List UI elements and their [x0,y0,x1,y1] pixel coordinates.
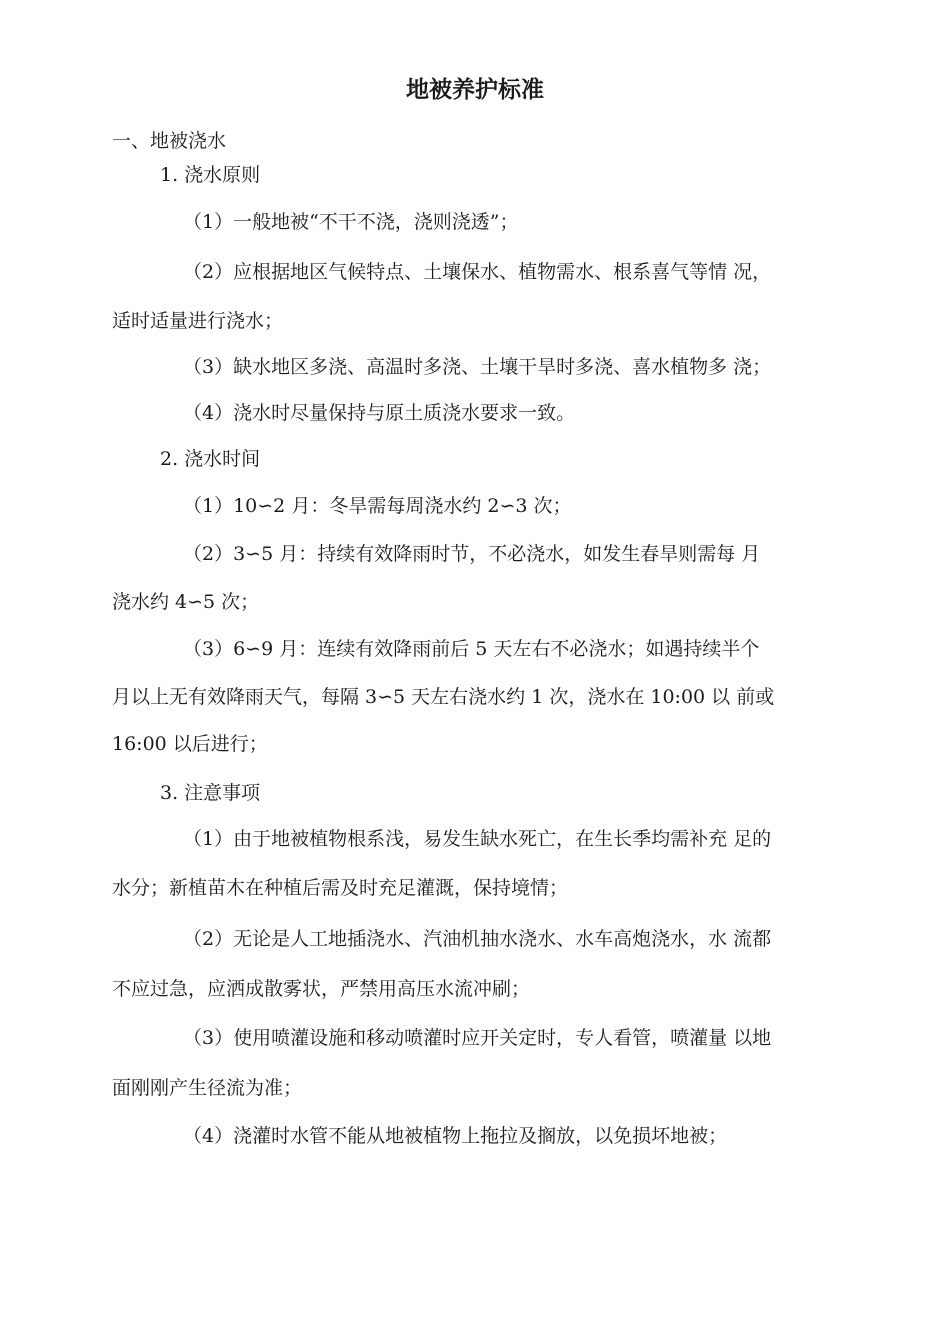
paragraph-line: 月以上无有效降雨天气，每隔 3∽5 天左右浇水约 1 次，浇水在 10:00 以 前或 [112,686,775,708]
paragraph-line: （4）浇灌时水管不能从地被植物上拖拉及搁放，以免损坏地被； [183,1125,728,1147]
paragraph-line: （3）6∽9 月：连续有效降雨前后 5 天左右不必浇水；如遇持续半个 [183,638,760,660]
subsection-heading: 1. 浇水原则 [160,164,261,186]
paragraph-line: 不应过急，应洒成散雾状，严禁用高压水流冲刷； [112,978,531,1000]
paragraph-line: （1）10∽2 月：冬旱需每周浇水约 2∽3 次； [183,495,572,517]
paragraph-line: 16:00 以后进行； [112,733,268,755]
paragraph-line: 水分；新植苗木在种植后需及时充足灌溉，保持境情； [112,877,569,899]
subsection-heading: 2. 浇水时间 [160,448,261,470]
paragraph-line: 浇水约 4∽5 次； [112,591,260,613]
paragraph-line: （1）由于地被植物根系浅，易发生缺水死亡，在生长季均需补充 足的 [183,828,772,850]
paragraph-line: （3）使用喷灌设施和移动喷灌时应开关定时，专人看管，喷灌量 以地 [183,1027,772,1049]
paragraph-line: （2）应根据地区气候特点、土壤保水、植物需水、根系喜气等情 况， [183,261,772,283]
section-heading: 一、地被浇水 [112,130,227,152]
subsection-heading: 3. 注意事项 [160,782,261,804]
paragraph-line: （2）3∽5 月：持续有效降雨时节，不必浇水，如发生春旱则需每 月 [183,543,761,565]
page-title: 地被养护标准 [406,77,544,103]
paragraph-line: 面刚刚产生径流为准； [112,1077,303,1099]
paragraph-line: （1）一般地被“不干不浇，浇则浇透”； [183,211,519,233]
paragraph-line: （3）缺水地区多浇、高温时多浇、土壤干旱时多浇、喜水植物多 浇； [183,356,772,378]
paragraph-line: 适时适量进行浇水； [112,310,284,332]
paragraph-line: （2）无论是人工地插浇水、汽油机抽水浇水、水车高炮浇水，水 流都 [183,928,772,950]
paragraph-line: （4）浇水时尽量保持与原土质浇水要求一致。 [183,402,576,424]
